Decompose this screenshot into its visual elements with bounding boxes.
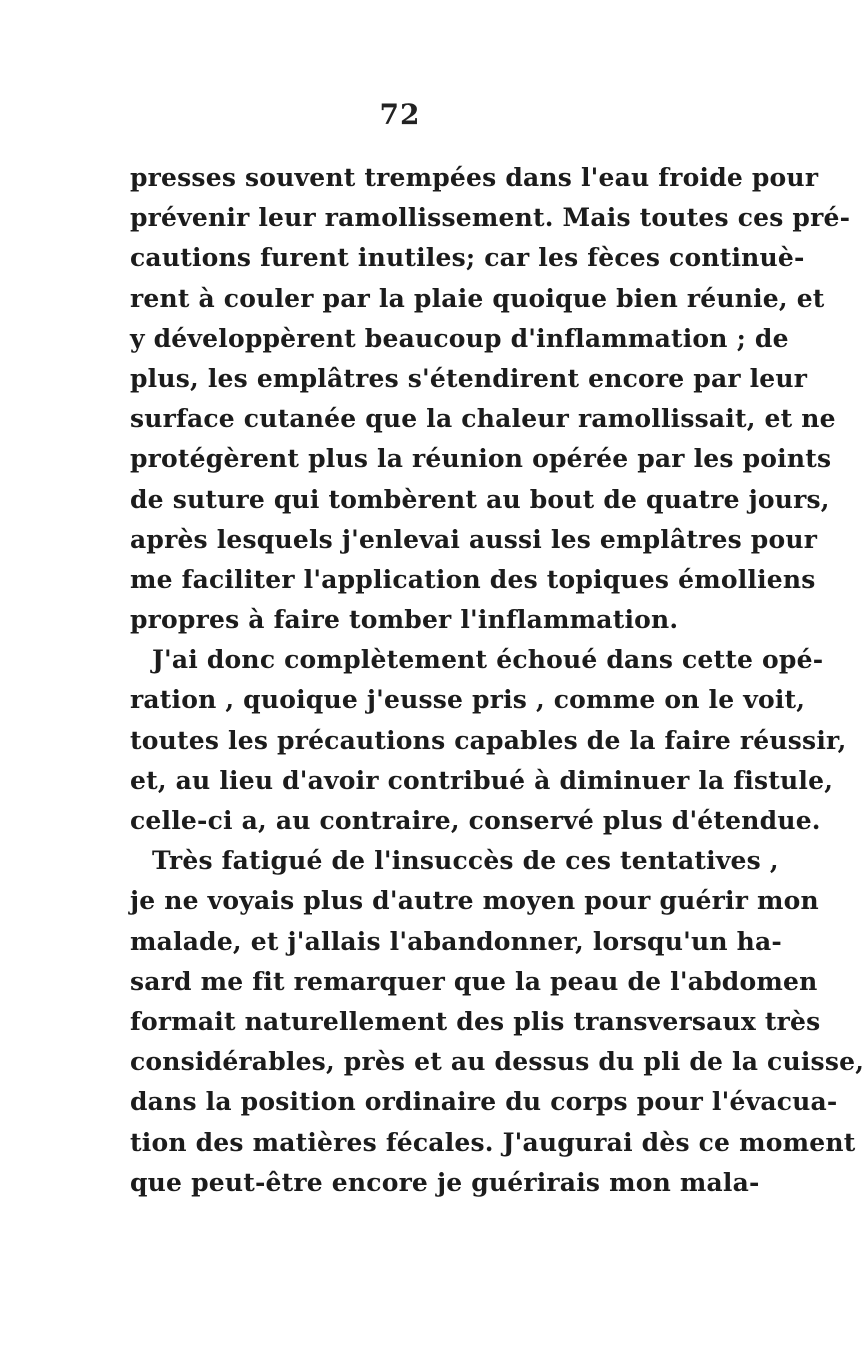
text-line: cautions furent inutiles; car les fèces continuè-	[130, 243, 805, 273]
text-line: Très fatigué de l'insuccès de ces tentatives ,	[152, 846, 779, 876]
body-text	[130, 158, 864, 1203]
text-line: formait naturellement des plis transversaux très	[130, 1006, 821, 1036]
text-line: toutes les précautions capables de la faire réussir,	[130, 725, 847, 755]
text-line: ration , quoique j'eusse pris , comme on le voit,	[130, 685, 806, 715]
text-line: presses souvent trempées dans l'eau froide pour	[130, 163, 819, 192]
text-line: protégèrent plus la réunion opérée par les points	[130, 444, 832, 474]
text-line: que peut-être encore je guérirais mon mala-	[130, 1167, 760, 1197]
text-line: sard me fit remarquer que la peau de l'abdomen	[130, 966, 818, 996]
text-line: J'ai donc complètement échoué dans cette opé-	[152, 645, 824, 675]
text-line: celle-ci a, au contraire, conservé plus d'étendue.	[130, 806, 821, 835]
text-line: dans la position ordinaire du corps pour l'évacua-	[130, 1087, 838, 1117]
text-line: surface cutanée que la chaleur ramollissait, et ne	[130, 404, 836, 434]
text-line: plus, les emplâtres s'étendirent encore par leur	[130, 363, 808, 393]
text-line: tion des matières fécales. J'augurai dès ce moment	[130, 1127, 856, 1157]
text-line: prévenir leur ramollissement. Mais toutes ces pré-	[130, 203, 851, 233]
text-line: considérables, près et au dessus du pli de la cuisse,	[130, 1047, 864, 1077]
text-line: me faciliter l'application des topiques émolliens	[130, 564, 816, 594]
text-line: y développèrent beaucoup d'inflammation ; de	[130, 323, 789, 353]
text-line: je ne voyais plus d'autre moyen pour guérir mon	[130, 886, 819, 916]
text-line: de suture qui tombèrent au bout de quatre jours,	[130, 484, 830, 514]
text-line: après lesquels j'enlevai aussi les emplâtres pour	[130, 524, 818, 554]
text-line: et, au lieu d'avoir contribué à diminuer la fistule,	[130, 765, 834, 795]
text-line: propres à faire tomber l'inflammation.	[130, 605, 679, 635]
text-line: malade, et j'allais l'abandonner, lorsqu'un ha-	[130, 926, 782, 956]
text-line: rent à couler par la plaie quoique bien réunie, et	[130, 283, 825, 313]
page-number: 72	[379, 98, 421, 131]
